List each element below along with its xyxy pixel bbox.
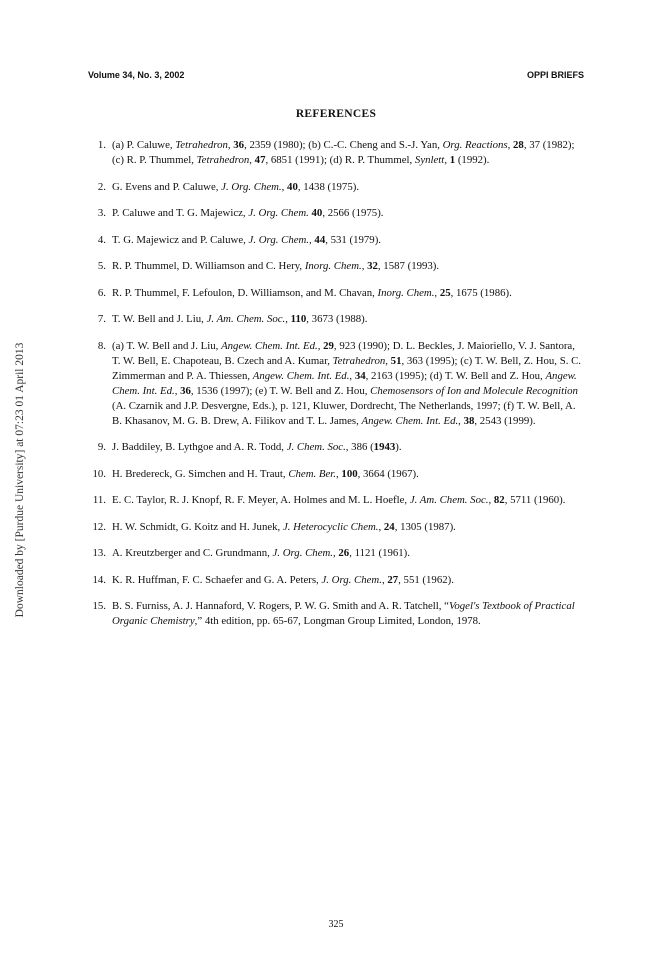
reference-number: 14. <box>92 573 106 586</box>
reference-plain-text: H. Bredereck, G. Simchen and H. Traut, <box>112 467 289 480</box>
reference-italic-text: J. Chem. Soc. <box>286 441 346 453</box>
reference-bold-text: 100 <box>341 467 358 480</box>
reference-plain-text: , 3673 (1988). <box>306 313 368 325</box>
reference-plain-text: , 1587 (1993). <box>377 260 440 272</box>
reference-italic-text: J. Org. Chem. <box>248 233 310 246</box>
reference-plain-text: , <box>507 139 514 151</box>
reference-plain-text: , <box>385 354 391 367</box>
reference-plain-text: , <box>174 384 181 397</box>
reference-italic-text: Tetrahedron <box>332 354 386 367</box>
reference-number: 7. <box>97 313 106 325</box>
reference-number: 6. <box>97 286 106 299</box>
reference-number: 3. <box>97 207 106 219</box>
reference-plain-text: , <box>458 414 464 427</box>
reference-item <box>88 599 584 629</box>
reference-italic-text: J. Am. Chem. Soc. <box>206 313 286 325</box>
reference-bold-text: 28 <box>513 139 524 151</box>
reference-item <box>88 339 584 429</box>
reference-text <box>112 139 575 166</box>
reference-plain-text: (a) T. W. Bell and J. Liu, <box>112 339 222 352</box>
reference-plain-text: R. P. Thummel, F. Lefoulon, D. Williamson, and M. Chavan, <box>112 286 378 299</box>
reference-plain-text: , 6851 (1991); (d) R. P. Thummel, <box>265 154 415 166</box>
reference-plain-text: A. Kreutzberger and C. Grundmann, <box>112 547 273 559</box>
reference-number: 9. <box>97 441 106 453</box>
reference-plain-text: , 1438 (1975). <box>297 180 360 193</box>
reference-italic-text: J. Org. Chem. <box>321 573 382 586</box>
reference-plain-text: B. S. Furniss, A. J. Hannaford, V. Rogers, P. W. G. Smith and A. R. Tatchell, “ <box>112 600 449 612</box>
reference-number: 2. <box>97 180 106 193</box>
reference-item <box>88 546 584 561</box>
reference-plain-text: , <box>309 233 315 246</box>
reference-item <box>88 312 584 327</box>
reference-item <box>88 206 584 221</box>
reference-italic-text: J. Am. Chem. Soc. <box>409 494 489 506</box>
reference-plain-text: , 531 (1979). <box>325 233 381 246</box>
reference-bold-text: 32 <box>367 260 378 272</box>
reference-bold-text: 1943 <box>373 441 396 453</box>
reference-plain-text: , 1121 (1961). <box>349 547 410 559</box>
reference-text <box>112 547 410 559</box>
reference-italic-text: Tetrahedron <box>196 154 250 166</box>
reference-plain-text: , <box>361 260 368 272</box>
reference-plain-text: , 386 ( <box>345 441 374 453</box>
reference-bold-text: 40 <box>287 180 298 193</box>
reference-number: 13. <box>92 547 106 559</box>
reference-plain-text: T. W. Bell and J. Liu, <box>112 313 207 325</box>
reference-bold-text: 110 <box>290 313 307 325</box>
reference-plain-text: P. Caluwe and T. G. Majewicz, <box>112 207 249 219</box>
reference-item <box>88 440 584 455</box>
reference-italic-text: J. Org. Chem. <box>221 180 282 193</box>
section-title: OPPI BRIEFS <box>526 70 584 80</box>
reference-italic-text: Inorg. Chem. <box>304 260 362 272</box>
references-heading: REFERENCES <box>295 108 377 120</box>
reference-plain-text: ,” 4th edition, pp. 65-67, Longman Group Limited, London, 1978. <box>194 615 481 627</box>
journal-volume-info: Volume 34, No. 3, 2002 <box>88 70 185 80</box>
download-watermark <box>12 310 28 650</box>
reference-plain-text: , <box>434 286 440 299</box>
reference-bold-text: 38 <box>463 414 475 427</box>
reference-italic-text: J. Org. Chem. <box>248 207 309 219</box>
reference-number: 15. <box>92 600 106 612</box>
reference-text <box>112 574 454 586</box>
reference-text <box>112 260 439 272</box>
reference-plain-text: , <box>336 467 342 480</box>
reference-item <box>88 467 584 482</box>
reference-italic-text: Chemosensors of Ion and Molecule Recognition <box>370 384 578 397</box>
reference-text <box>112 600 575 627</box>
reference-number: 12. <box>92 520 106 533</box>
reference-plain-text: , <box>349 369 355 382</box>
reference-italic-text: Synlett <box>414 154 445 166</box>
reference-plain-text: , 551 (1962). <box>398 573 454 586</box>
reference-plain-text: , 2359 (1980); (b) C.-C. Cheng and S.-J. Yan, <box>244 139 443 151</box>
reference-plain-text: , <box>317 339 324 352</box>
reference-plain-text: , 363 (1995); (c) T. W. Bell, Z. Hou, S. C. Zimmerman and P. A. Thiessen, <box>112 354 582 382</box>
reference-list <box>88 138 584 641</box>
reference-italic-text: J. Org. Chem. <box>272 547 333 559</box>
reference-plain-text: , 1675 (1986). <box>450 286 512 299</box>
reference-number: 1. <box>97 139 106 151</box>
reference-plain-text: , 2163 (1995); (d) T. W. Bell and Z. Hou, <box>365 369 546 382</box>
reference-text <box>112 287 512 299</box>
reference-plain-text: , 2566 (1975). <box>322 207 384 219</box>
reference-text <box>112 313 367 325</box>
reference-italic-text: Inorg. Chem. <box>377 286 435 299</box>
reference-bold-text: 27 <box>387 573 399 586</box>
reference-plain-text: K. R. Huffman, F. C. Schaefer and G. A. Peters, <box>112 573 322 586</box>
reference-plain-text: E. C. Taylor, R. J. Knopf, R. F. Meyer, A. Holmes and M. L. Hoefle, <box>112 494 410 506</box>
reference-text <box>112 181 359 193</box>
reference-plain-text: , 923 (1990); D. L. Beckles, J. Maioriello, V. J. Santora, T. W. Bell, E. Chapoteau, B. Czech and A. Kumar, <box>112 339 575 367</box>
reference-bold-text: 25 <box>439 286 451 299</box>
reference-text <box>112 441 402 453</box>
reference-item <box>88 259 584 274</box>
reference-italic-text: Tetrahedron <box>175 139 228 151</box>
reference-bold-text: 1 <box>449 154 456 166</box>
reference-plain-text: , <box>249 154 255 166</box>
page-number: 325 <box>328 919 344 930</box>
reference-italic-text: Angew. Chem. Int. Ed. <box>221 339 318 352</box>
reference-italic-text: Angew. Chem. Int. Ed. <box>361 414 459 427</box>
reference-text <box>112 207 384 219</box>
reference-text <box>112 468 419 480</box>
reference-plain-text: H. W. Schmidt, G. Koitz and H. Junek, <box>112 520 283 533</box>
reference-plain-text: , <box>285 313 291 325</box>
reference-item <box>88 138 584 168</box>
reference-plain-text: J. Baddiley, B. Lythgoe and A. R. Todd, <box>112 441 287 453</box>
reference-italic-text: Chem. Ber. <box>288 467 337 480</box>
reference-number: 11. <box>92 494 106 506</box>
reference-plain-text: , <box>333 547 339 559</box>
reference-bold-text: 47 <box>254 154 266 166</box>
reference-bold-text: 29 <box>323 339 334 352</box>
reference-text <box>112 234 381 246</box>
reference-bold-text: 34 <box>354 369 366 382</box>
reference-number: 4. <box>97 233 106 246</box>
reference-plain-text: , 1536 (1997); (e) T. W. Bell and Z. Hou, <box>190 384 371 397</box>
reference-italic-text: Org. Reactions <box>442 139 508 151</box>
reference-bold-text: 24 <box>383 520 395 533</box>
reference-text <box>112 340 581 427</box>
download-watermark-text: Downloaded by [Purdue University] at 07:23 01 April 2013 <box>14 342 26 618</box>
reference-number: 8. <box>97 339 106 352</box>
reference-plain-text: , 1305 (1987). <box>394 520 456 533</box>
reference-italic-text: Angew. Chem. Int. Ed. <box>112 369 577 397</box>
reference-bold-text: 44 <box>314 233 326 246</box>
reference-plain-text: , <box>378 520 384 533</box>
reference-bold-text: 36 <box>233 139 245 151</box>
reference-plain-text: , <box>488 494 494 506</box>
reference-bold-text: 82 <box>493 494 505 506</box>
reference-plain-text: , 2543 (1999). <box>474 414 536 427</box>
reference-item <box>88 573 584 588</box>
reference-plain-text: , <box>381 573 388 586</box>
reference-item <box>88 493 584 508</box>
reference-plain-text: , <box>281 180 288 193</box>
reference-item <box>88 233 584 248</box>
reference-plain-text: , 37 (1982); (c) R. P. Thummel, <box>112 139 575 166</box>
reference-plain-text: ). <box>395 441 402 453</box>
reference-plain-text: (1992). <box>455 154 490 166</box>
reference-plain-text: G. Evens and P. Caluwe, <box>112 180 222 193</box>
reference-plain-text: R. P. Thummel, D. Williamson and C. Hery, <box>112 260 305 272</box>
reference-number: 10. <box>92 467 106 480</box>
reference-italic-text: Vogel's Textbook of Practical Organic Chemistry <box>112 600 575 627</box>
reference-item <box>88 180 584 195</box>
reference-bold-text: 51 <box>390 354 402 367</box>
reference-plain-text: , 5711 (1960). <box>504 494 566 506</box>
reference-text <box>112 494 565 506</box>
reference-item <box>88 286 584 301</box>
reference-number: 5. <box>97 260 106 272</box>
reference-plain-text: , <box>444 154 450 166</box>
reference-plain-text: , <box>227 139 234 151</box>
reference-text <box>112 521 456 533</box>
reference-plain-text: (a) P. Caluwe, <box>112 139 176 151</box>
reference-item <box>88 520 584 535</box>
reference-italic-text: Angew. Chem. Int. Ed. <box>252 369 350 382</box>
reference-bold-text: 36 <box>180 384 191 397</box>
reference-plain-text: T. G. Majewicz and P. Caluwe, <box>112 233 249 246</box>
reference-plain-text: , 3664 (1967). <box>357 467 419 480</box>
reference-italic-text: J. Heterocyclic Chem. <box>282 520 379 533</box>
reference-plain-text: (A. Czarnik and J.P. Desvergne, Eds.), p. 121, Kluwer, Dordrecht, The Netherlands, 1997; (f) T. W. Bell, A. B. Khasanov, M. G. B. Drew, A. Filikov and T. L. James, <box>112 399 576 427</box>
reference-bold-text: 26 <box>338 547 350 559</box>
reference-bold-text: 40 <box>311 207 323 219</box>
